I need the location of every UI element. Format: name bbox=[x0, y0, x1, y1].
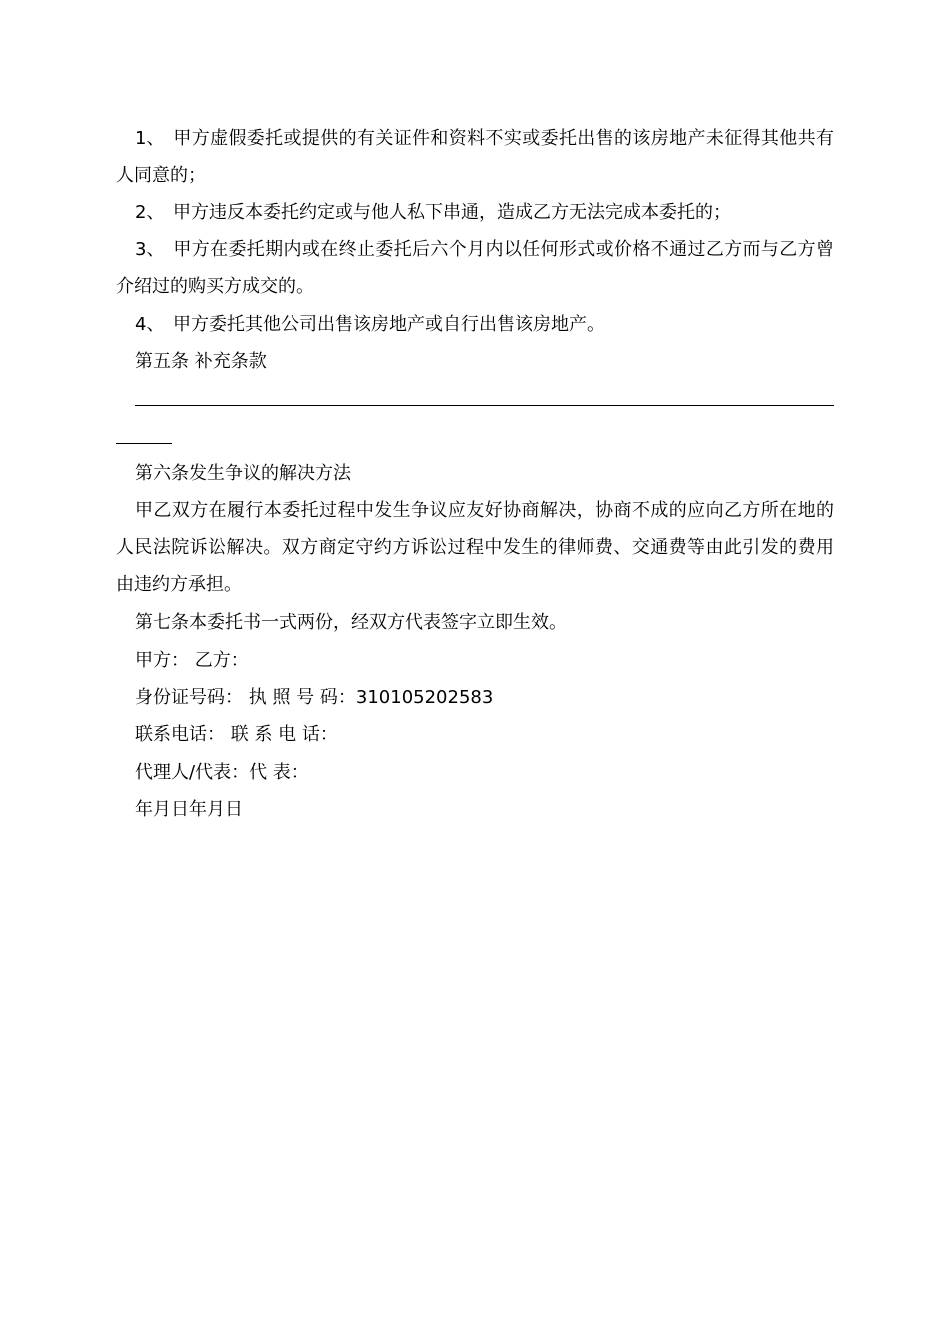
clause-4-text: 甲方委托其他公司出售该房地产或自行出售该房地产。 bbox=[173, 314, 605, 335]
signature-parties: 甲方： 乙方： bbox=[135, 650, 249, 671]
signature-date: 年月日年月日 bbox=[135, 799, 243, 820]
blank-line-1 bbox=[135, 405, 834, 406]
signature-agent: 代理人/代表：代 表： bbox=[135, 762, 309, 783]
clause-3 bbox=[116, 231, 834, 305]
clause-2-text: 甲方违反本委托约定或与他人私下串通，造成乙方无法完成本委托的； bbox=[173, 202, 731, 223]
article-5-title: 第五条 补充条款 bbox=[135, 351, 267, 372]
clause-2 bbox=[116, 194, 834, 231]
signature-phone: 联系电话： 联 系 电 话： bbox=[135, 724, 338, 745]
clause-1-number: 1、 bbox=[135, 128, 165, 149]
clause-4-number: 4、 bbox=[135, 314, 165, 335]
article-7-text: 第七条本委托书一式两份，经双方代表签字立即生效。 bbox=[135, 612, 567, 633]
clause-1-text: 甲方虚假委托或提供的有关证件和资料不实或委托出售的该房地产未征得其他共有人同意的； bbox=[116, 128, 834, 186]
blank-line-2 bbox=[116, 443, 172, 444]
signature-id-number: 身份证号码： 执 照 号 码：310105202583 bbox=[135, 687, 494, 708]
clause-1 bbox=[116, 120, 834, 194]
clause-3-number: 3、 bbox=[135, 239, 165, 260]
article-6-title: 第六条发生争议的解决方法 bbox=[135, 463, 351, 484]
clause-3-text: 甲方在委托期内或在终止委托后六个月内以任何形式或价格不通过乙方而与乙方曾介绍过的购买方成交的。 bbox=[116, 239, 834, 297]
article-6-body: 甲乙双方在履行本委托过程中发生争议应友好协商解决，协商不成的应向乙方所在地的人民法院诉讼解决。双方商定守约方诉讼过程中发生的律师费、交通费等由此引发的费用由违约方承担。 bbox=[116, 500, 834, 595]
clause-4 bbox=[116, 306, 834, 343]
clause-2-number: 2、 bbox=[135, 202, 165, 223]
